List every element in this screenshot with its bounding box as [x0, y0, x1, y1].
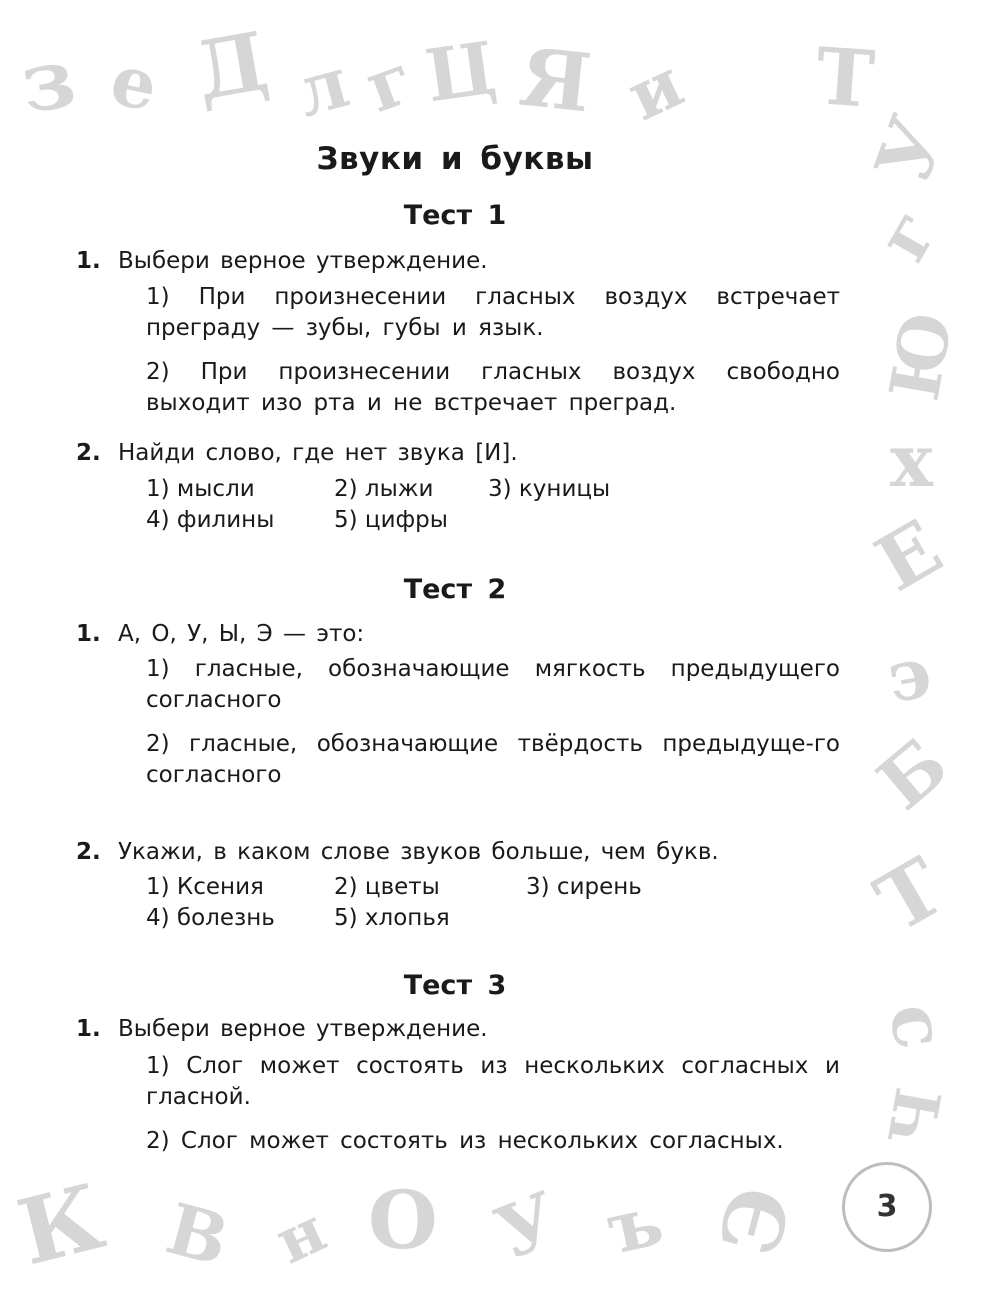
answer-option: 1) Слог может состоять из нескольких согласных и гласной. [146, 1053, 840, 1110]
question-text: Найди слово, где нет звука [И]. [118, 440, 518, 466]
question-text: Выбери верное утверждение. [118, 1016, 488, 1042]
answer-option: 2) При произнесении гласных воздух свободно выходит изо рта и не встречает преград. [146, 359, 840, 416]
decor-letter: Ч [874, 1082, 957, 1152]
answer-option: 2) гласные, обозначающие твёрдость предыдуще-го согласного [146, 731, 840, 788]
page-number: 3 [842, 1162, 932, 1252]
decor-letter: В [158, 1186, 238, 1283]
question-number: 1. [76, 1016, 101, 1042]
decor-letter: н [264, 1192, 337, 1279]
question-number: 1. [76, 621, 101, 647]
question [76, 836, 719, 868]
answer-choice: 4) филины [146, 507, 275, 533]
decor-letter: У [858, 105, 963, 195]
question-text: Укажи, в каком слове звуков больше, чем букв. [118, 839, 719, 865]
decor-letter: О [368, 1173, 438, 1267]
question [76, 437, 518, 469]
question [76, 1013, 488, 1045]
answer-choice: 3) куницы [488, 476, 611, 502]
decor-letter: л [287, 40, 358, 133]
decor-letter: Е [861, 502, 957, 609]
decor-letter: К [8, 1163, 114, 1287]
answer-choice: 3) сирень [526, 874, 642, 900]
decor-letter: з [15, 29, 81, 133]
question-number: 2. [76, 440, 101, 466]
decor-letter: Ю [874, 305, 969, 407]
decor-letter: э [881, 629, 938, 720]
answer-choice: 1) мысли [146, 476, 255, 502]
answer-option: 1) При произнесении гласных воздух встречает преграду — зубы, губы и язык. [146, 284, 840, 341]
decor-letter: Т [860, 839, 960, 951]
test-heading: Тест 2 [403, 574, 507, 605]
decor-letter: У [484, 1175, 571, 1276]
decor-letter: с [872, 996, 965, 1055]
answer-choice: 4) болезнь [146, 905, 275, 931]
decor-letter: Д [188, 13, 275, 119]
decor-letter: и [615, 43, 695, 137]
question-text: А, О, У, Ы, Э — это: [118, 621, 365, 647]
test-heading: Тест 3 [403, 970, 507, 1001]
decor-letter: х [890, 418, 933, 503]
answer-choice: 1) Ксения [146, 874, 264, 900]
question [76, 245, 488, 277]
answer-choice: 2) лыжи [334, 476, 434, 502]
answer-choice: 2) цветы [334, 874, 440, 900]
question-number: 2. [76, 839, 101, 865]
decor-letter: Ц [420, 24, 502, 119]
decor-letter: г [354, 36, 424, 129]
decor-letter: Т [812, 31, 878, 126]
decor-letter: ъ [599, 1178, 670, 1271]
answer-option: 2) Слог может состоять из нескольких согласных. [146, 1128, 784, 1154]
question-number: 1. [76, 248, 101, 274]
page-title: Звуки и буквы [316, 141, 594, 177]
answer-choice: 5) цифры [334, 507, 448, 533]
question-text: Выбери верное утверждение. [118, 248, 488, 274]
decor-letter: е [103, 37, 165, 128]
test-heading: Тест 1 [403, 200, 507, 231]
decor-letter: Э [701, 1177, 812, 1265]
answer-choice: 5) хлопья [334, 905, 450, 931]
decor-letter: Б [861, 721, 964, 826]
decor-letter: Я [515, 29, 596, 131]
answer-option: 1) гласные, обозначающие мягкость предыдущего согласного [146, 656, 840, 713]
question [76, 618, 364, 650]
decor-letter: г [860, 195, 954, 275]
